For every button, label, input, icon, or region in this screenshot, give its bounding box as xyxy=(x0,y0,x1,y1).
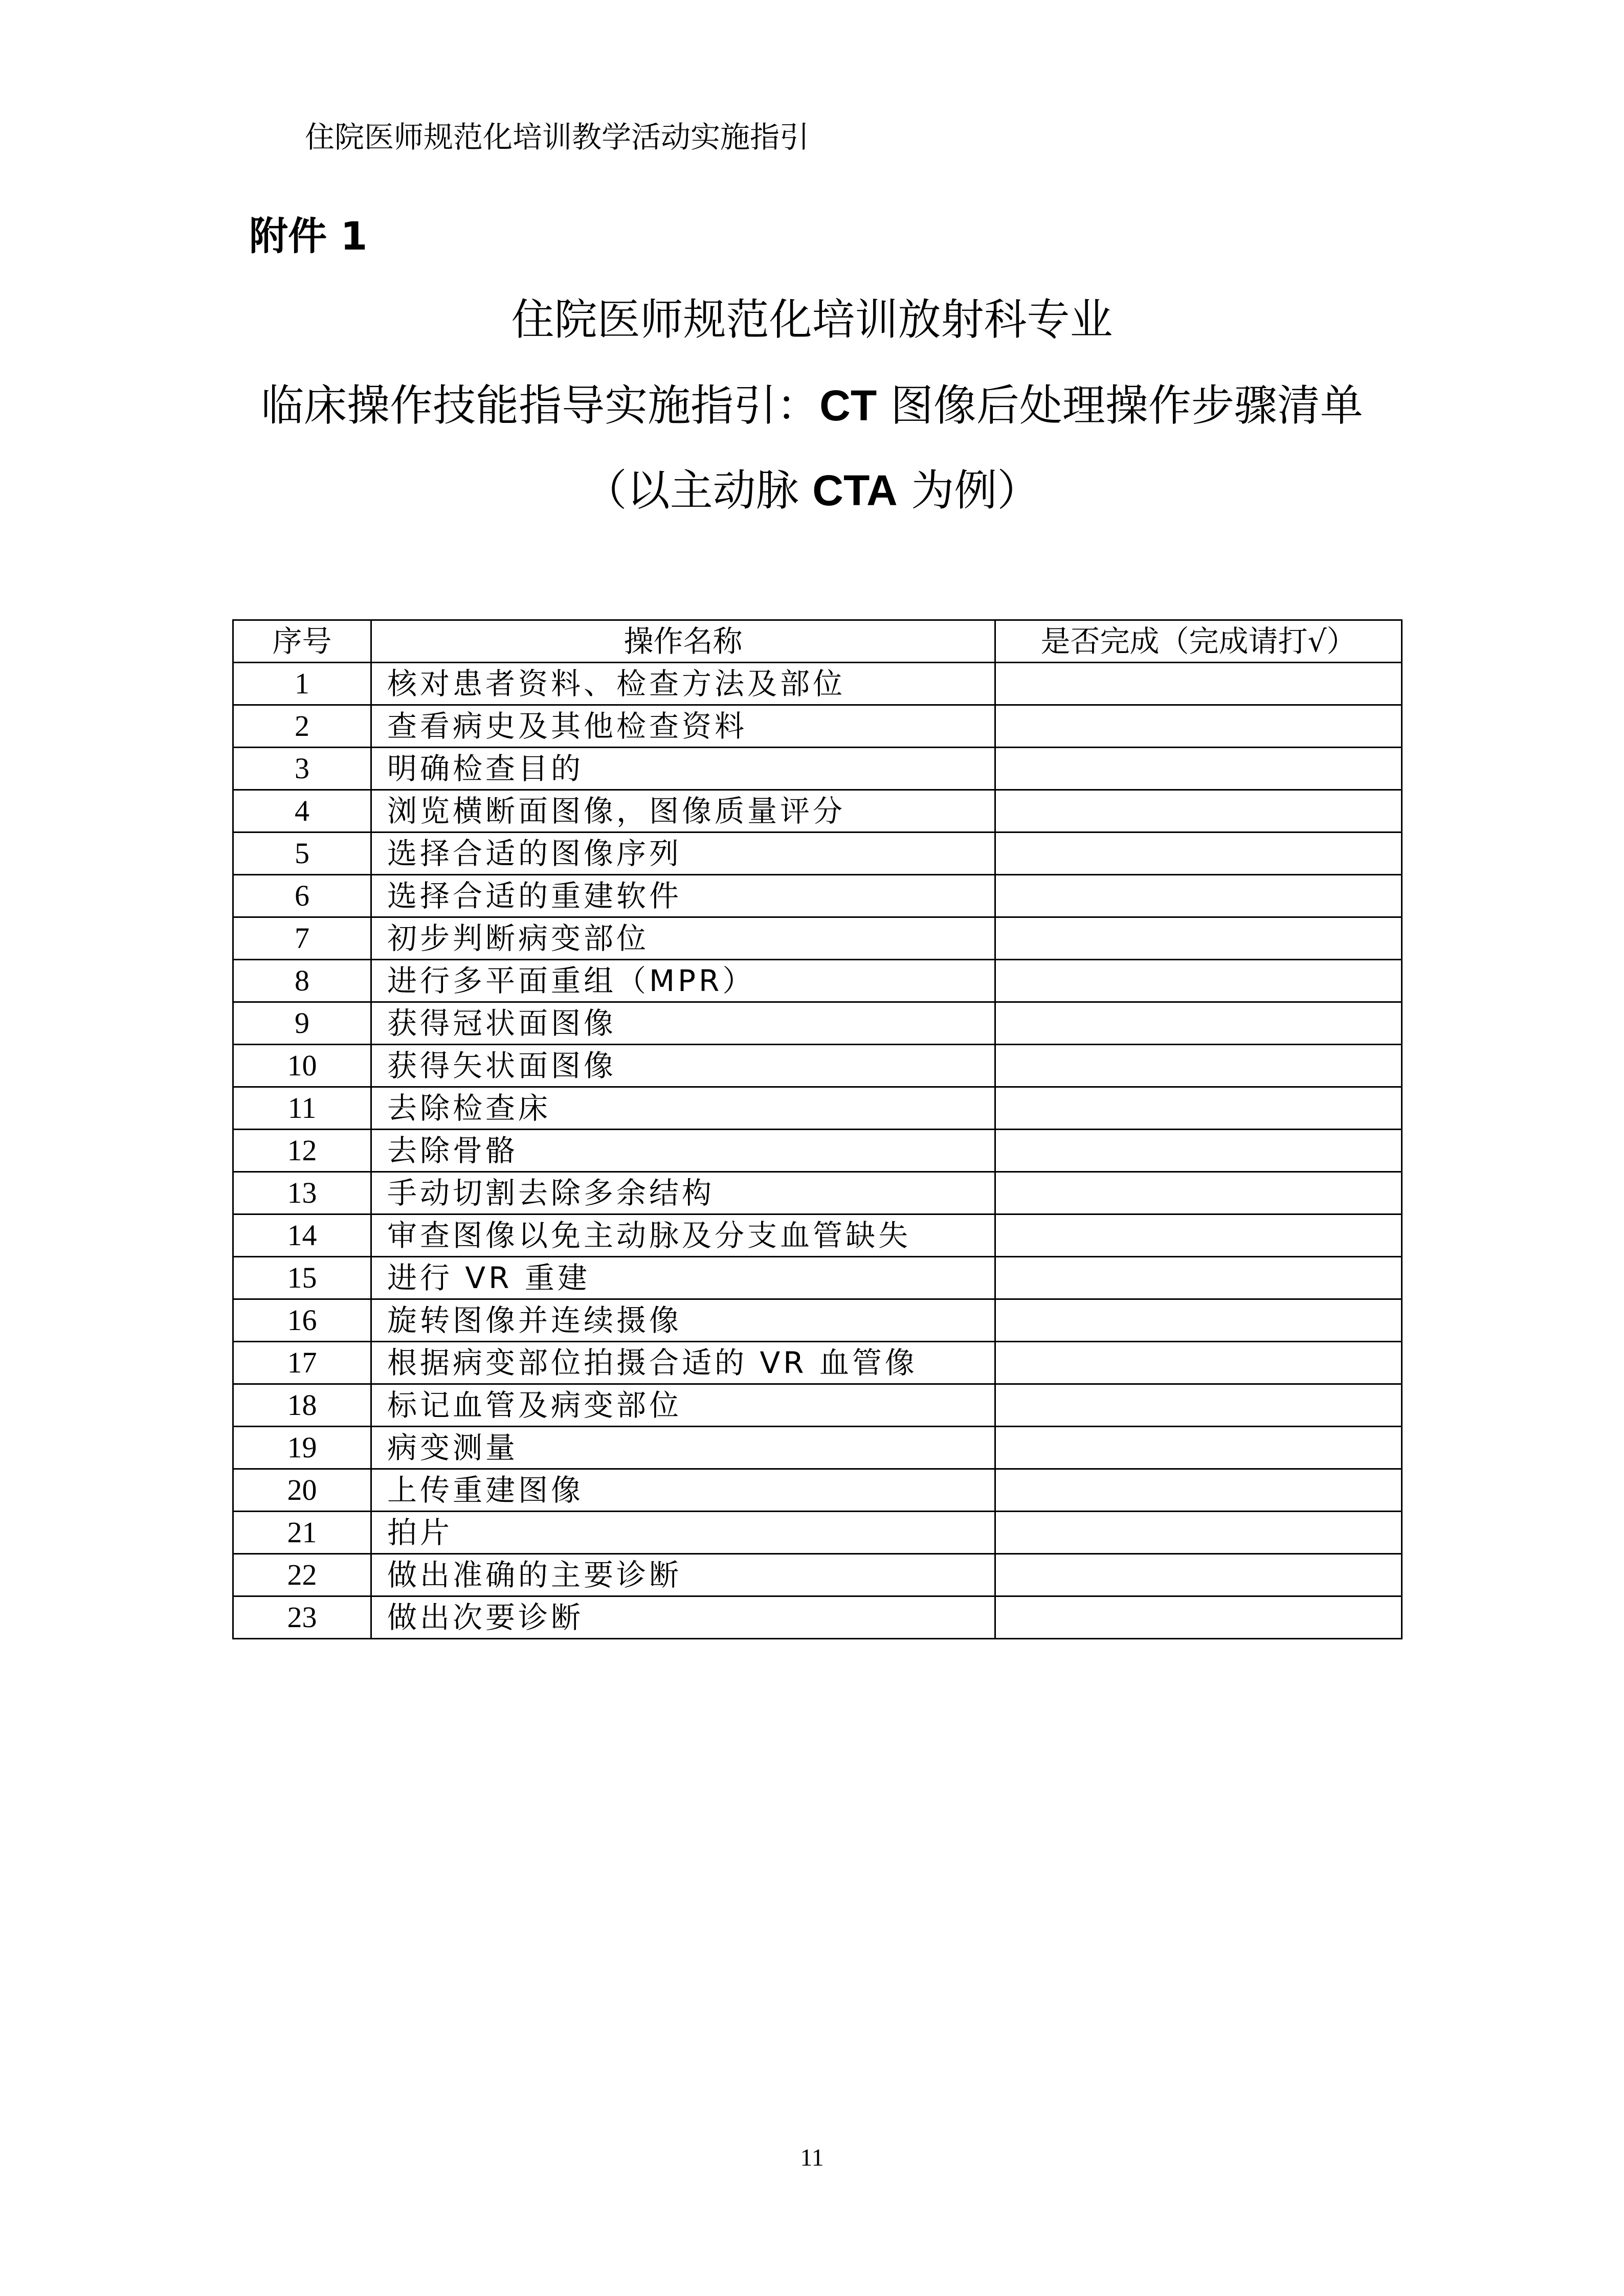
table-row xyxy=(233,917,1402,960)
step-operation: 审查图像以免主动脉及分支血管缺失 xyxy=(371,1214,995,1257)
step-operation: 进行多平面重组（MPR） xyxy=(371,960,995,1002)
step-number: 19 xyxy=(233,1427,371,1469)
step-number: 15 xyxy=(233,1257,371,1299)
step-number: 16 xyxy=(233,1299,371,1342)
step-operation: 去除检查床 xyxy=(371,1087,995,1130)
table-header-row xyxy=(233,620,1402,663)
step-number: 2 xyxy=(233,705,371,748)
table-row xyxy=(233,1554,1402,1596)
completion-checkbox-cell[interactable] xyxy=(995,1087,1402,1130)
table-row xyxy=(233,1427,1402,1469)
step-operation: 去除骨骼 xyxy=(371,1130,995,1172)
header-completed: 是否完成（完成请打√） xyxy=(995,620,1402,663)
step-number: 12 xyxy=(233,1130,371,1172)
completion-checkbox-cell[interactable] xyxy=(995,1214,1402,1257)
attachment-label: 附件 1 xyxy=(249,213,368,259)
step-operation: 手动切割去除多余结构 xyxy=(371,1172,995,1214)
table-row xyxy=(233,1172,1402,1214)
step-number: 20 xyxy=(233,1469,371,1512)
page-number: 11 xyxy=(800,2144,824,2171)
completion-checkbox-cell[interactable] xyxy=(995,663,1402,705)
completion-checkbox-cell[interactable] xyxy=(995,960,1402,1002)
step-operation: 核对患者资料、检查方法及部位 xyxy=(371,663,995,705)
step-operation: 选择合适的图像序列 xyxy=(371,832,995,875)
completion-checkbox-cell[interactable] xyxy=(995,1257,1402,1299)
step-operation: 旋转图像并连续摄像 xyxy=(371,1299,995,1342)
completion-checkbox-cell[interactable] xyxy=(995,1045,1402,1087)
step-number: 11 xyxy=(233,1087,371,1130)
step-operation: 根据病变部位拍摄合适的 VR 血管像 xyxy=(371,1342,995,1384)
title-line-3 xyxy=(0,455,1624,526)
table-row xyxy=(233,1002,1402,1045)
completion-checkbox-cell[interactable] xyxy=(995,1427,1402,1469)
step-operation: 做出次要诊断 xyxy=(371,1596,995,1639)
step-number: 10 xyxy=(233,1045,371,1087)
checklist-body xyxy=(233,663,1402,1639)
table-row xyxy=(233,832,1402,875)
step-number: 14 xyxy=(233,1214,371,1257)
step-operation: 病变测量 xyxy=(371,1427,995,1469)
table-row xyxy=(233,748,1402,790)
step-operation: 拍片 xyxy=(371,1512,995,1554)
step-operation: 明确检查目的 xyxy=(371,748,995,790)
completion-checkbox-cell[interactable] xyxy=(995,1554,1402,1596)
table-row xyxy=(233,1045,1402,1087)
step-number: 23 xyxy=(233,1596,371,1639)
step-number: 21 xyxy=(233,1512,371,1554)
completion-checkbox-cell[interactable] xyxy=(995,1002,1402,1045)
step-operation: 标记血管及病变部位 xyxy=(371,1384,995,1427)
completion-checkbox-cell[interactable] xyxy=(995,705,1402,748)
table-row xyxy=(233,1257,1402,1299)
table-row xyxy=(233,1342,1402,1384)
completion-checkbox-cell[interactable] xyxy=(995,1172,1402,1214)
step-number: 6 xyxy=(233,875,371,917)
table-row xyxy=(233,705,1402,748)
step-operation: 查看病史及其他检查资料 xyxy=(371,705,995,748)
header-number: 序号 xyxy=(233,620,371,663)
table-row xyxy=(233,1512,1402,1554)
table-row xyxy=(233,1214,1402,1257)
table-row xyxy=(233,1299,1402,1342)
step-number: 7 xyxy=(233,917,371,960)
step-operation: 浏览横断面图像，图像质量评分 xyxy=(371,790,995,832)
step-operation: 进行 VR 重建 xyxy=(371,1257,995,1299)
title-line-1-text: 住院医师规范化培训放射科专业 xyxy=(511,295,1113,345)
step-operation: 上传重建图像 xyxy=(371,1469,995,1512)
step-number: 18 xyxy=(233,1384,371,1427)
table-row xyxy=(233,1469,1402,1512)
step-number: 3 xyxy=(233,748,371,790)
table-row xyxy=(233,875,1402,917)
completion-checkbox-cell[interactable] xyxy=(995,748,1402,790)
completion-checkbox-cell[interactable] xyxy=(995,1469,1402,1512)
completion-checkbox-cell[interactable] xyxy=(995,917,1402,960)
step-operation: 选择合适的重建软件 xyxy=(371,875,995,917)
title-line-3-suffix: 为例） xyxy=(897,465,1040,515)
step-number: 22 xyxy=(233,1554,371,1596)
title-line-3-prefix: （以主动脉 xyxy=(584,465,813,515)
table-row xyxy=(233,960,1402,1002)
title-line-2-suffix: 图像后处理操作步骤清单 xyxy=(877,380,1363,431)
running-header: 住院医师规范化培训教学活动实施指引 xyxy=(305,120,810,154)
title-line-2-bold: CT xyxy=(819,381,877,430)
title-line-1 xyxy=(0,284,1624,355)
completion-checkbox-cell[interactable] xyxy=(995,1299,1402,1342)
title-line-2 xyxy=(0,370,1624,441)
step-number: 17 xyxy=(233,1342,371,1384)
checklist-table xyxy=(232,619,1403,1639)
completion-checkbox-cell[interactable] xyxy=(995,1130,1402,1172)
title-line-3-bold: CTA xyxy=(812,466,898,514)
table-row xyxy=(233,1130,1402,1172)
completion-checkbox-cell[interactable] xyxy=(995,1342,1402,1384)
step-number: 9 xyxy=(233,1002,371,1045)
step-operation: 获得冠状面图像 xyxy=(371,1002,995,1045)
step-number: 1 xyxy=(233,663,371,705)
table-row xyxy=(233,663,1402,705)
completion-checkbox-cell[interactable] xyxy=(995,790,1402,832)
step-operation: 获得矢状面图像 xyxy=(371,1045,995,1087)
step-number: 4 xyxy=(233,790,371,832)
step-operation: 做出准确的主要诊断 xyxy=(371,1554,995,1596)
step-number: 13 xyxy=(233,1172,371,1214)
completion-checkbox-cell[interactable] xyxy=(995,832,1402,875)
completion-checkbox-cell[interactable] xyxy=(995,1512,1402,1554)
header-operation: 操作名称 xyxy=(371,620,995,663)
completion-checkbox-cell[interactable] xyxy=(995,1384,1402,1427)
step-number: 5 xyxy=(233,832,371,875)
completion-checkbox-cell[interactable] xyxy=(995,875,1402,917)
table-row xyxy=(233,790,1402,832)
step-operation: 初步判断病变部位 xyxy=(371,917,995,960)
completion-checkbox-cell[interactable] xyxy=(995,1596,1402,1639)
table-row xyxy=(233,1087,1402,1130)
table-row xyxy=(233,1596,1402,1639)
step-number: 8 xyxy=(233,960,371,1002)
table-row xyxy=(233,1384,1402,1427)
title-line-2-prefix: 临床操作技能指导实施指引： xyxy=(261,380,820,431)
